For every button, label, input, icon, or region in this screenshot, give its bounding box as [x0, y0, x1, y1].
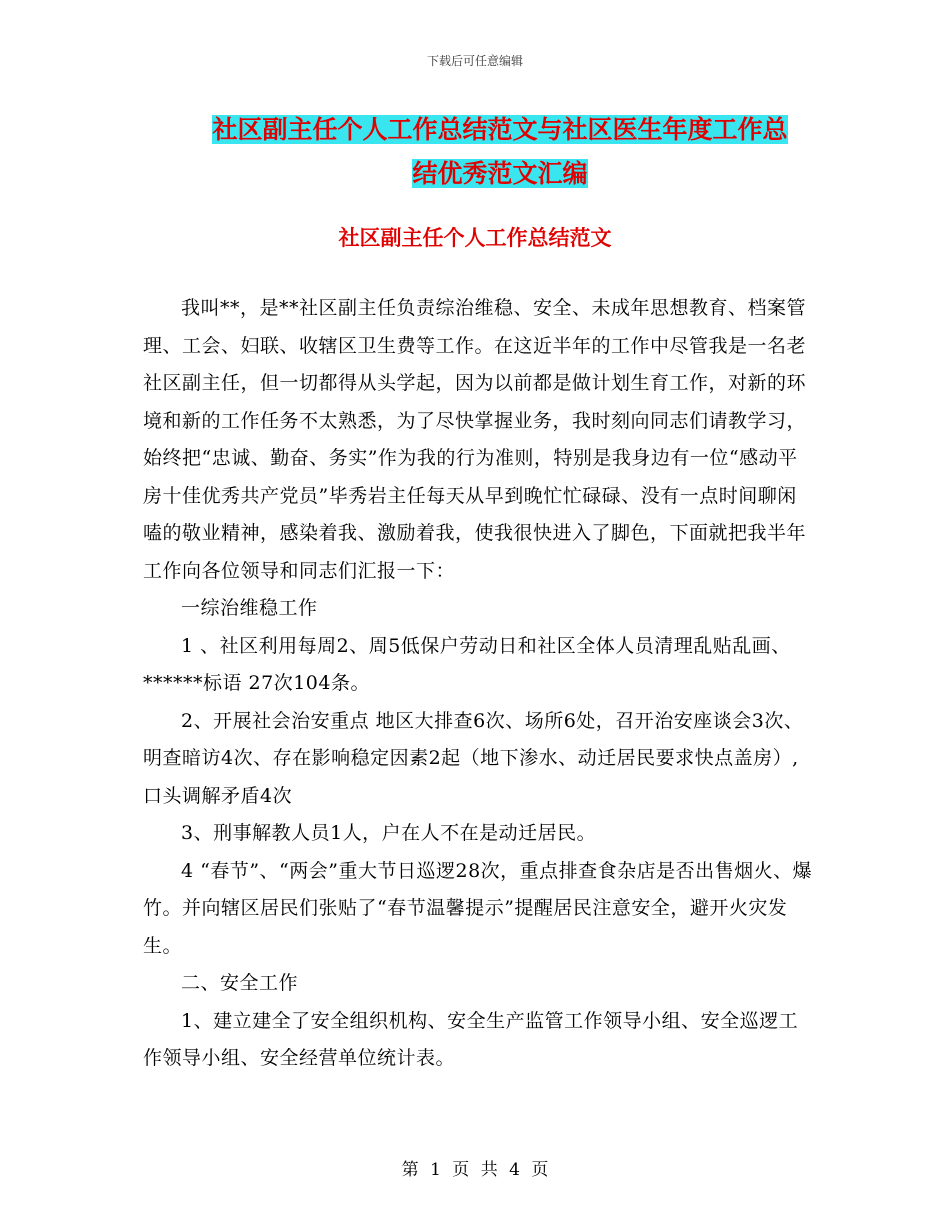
paragraph-item-2: 2、开展社会治安重点 地区大排查6次、场所6处，召开治安座谈会3次、明查暗访4次、存在影响稳定因素2起（地下渗水、动迁居民要求快点盖房）,口头调解矛盾4次	[143, 709, 804, 807]
paragraph-intro: 我叫**，是**社区副主任负责综治维稳、安全、未成年思想教育、档案管理、工会、妇联、收辖区卫生费等工作。在这近半年的工作中尽管我是一名老社区副主任，但一切都得从头学起，因为以前都是做计划生育工作，对新的环境和新的工作任务不太熟悉，为了尽快掌握业务，我时刻向同志们请教学习，始终把“忠诚、勤奋、务实”作为我的行为准则，特别是我身边有一位“感动平房十佳优秀共产党员”毕秀岩主任每天从早到晚忙忙碌碌、没有一点时间聊闲嗑的敬业精神，感染着我、激励着我，使我很快进入了脚色，下面就把我半年工作向各位领导和同志们汇报一下：	[143, 297, 807, 582]
paragraph-item-3: 3、刑事解教人员1人，户在人不在是动迁居民。	[181, 822, 597, 844]
paragraph-heading-1: 一综治维稳工作	[181, 597, 318, 619]
page-footer: 第 1 页 共 4 页	[401, 1160, 549, 1180]
body-text	[143, 290, 813, 1078]
title-line-1: 社区副主任个人工作总结范文与社区医生年度工作总	[212, 115, 788, 144]
title-line-2: 结优秀范文汇编	[412, 159, 588, 188]
paragraph-heading-2: 二、安全工作	[181, 972, 299, 994]
document-title	[190, 108, 810, 196]
paragraph-item-5: 1、建立建全了安全组织机构、安全生产监管工作领导小组、安全巡逻工作领导小组、安全经营单位统计表。	[143, 1009, 799, 1069]
paragraph-item-1: 1 、社区利用每周2、周5低保户劳动日和社区全体人员清理乱贴乱画、******标语 27次104条。	[143, 634, 791, 694]
paragraph-item-4: 4 “春节”、“两会”重大节日巡逻28次，重点排查食杂店是否出售烟火、爆竹。并向辖区居民们张贴了“春节温馨提示”提醒居民注意安全，避开火灾发生。	[143, 859, 813, 957]
section-title: 社区副主任个人工作总结范文	[338, 226, 612, 250]
header-note: 下载后可任意编辑	[426, 54, 523, 68]
